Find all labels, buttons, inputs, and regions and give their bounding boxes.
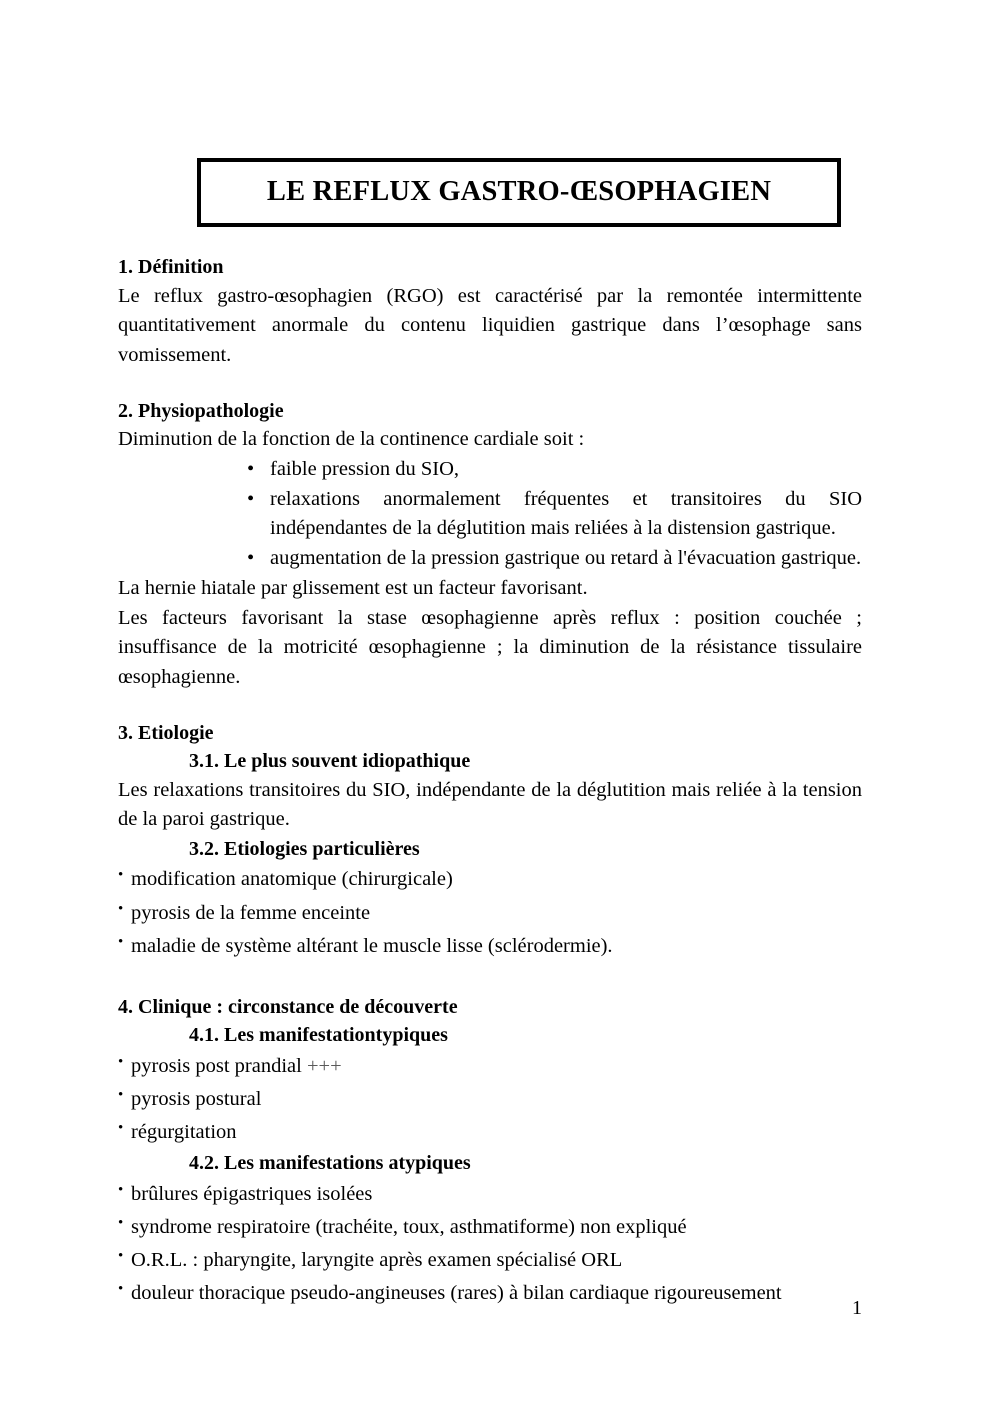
list-item — [118, 863, 862, 896]
list-item-label: douleur thoracique pseudo-angineuses (rares) à bilan cardiaque rigoureusement — [131, 1282, 782, 1305]
page-number: 1 — [852, 1297, 862, 1319]
bullet-round-icon: • — [247, 458, 255, 480]
list-item — [247, 455, 862, 485]
list-item-label: relaxations anormalement fréquentes et transitoires du SIO indépendantes de la déglutition mais reliées à la distension gastrique. — [270, 487, 862, 540]
heading-physiopathologie: 2. Physiopathologie — [118, 399, 284, 422]
paragraph-etiologie-idiopathique: Les relaxations transitoires du SIO, indépendante de la déglutition mais reliée à la tension de la paroi gastrique. — [118, 778, 862, 831]
list-item — [118, 1083, 862, 1116]
list-item-label: brûlures épigastriques isolées — [131, 1182, 373, 1205]
page-title: LE REFLUX GASTRO-ŒSOPHAGIEN — [266, 176, 772, 207]
bullet-round-icon: • — [118, 1053, 124, 1070]
bullet-round-icon: • — [118, 900, 124, 917]
heading-clinique-4-2: 4.2. Les manifestations atypiques — [189, 1152, 471, 1175]
list-item — [118, 897, 862, 930]
spacer — [118, 371, 862, 397]
list-item-label: maladie de système altérant le muscle lisse (sclérodermie). — [131, 934, 613, 957]
bullet-round-icon: • — [118, 1281, 124, 1298]
list-item-label: pyrosis post prandial — [131, 1054, 307, 1077]
emphasis-marker: +++ — [306, 1054, 342, 1077]
list-item-label: régurgitation — [131, 1121, 237, 1144]
bullet-round-icon: • — [247, 547, 255, 570]
list-item — [247, 485, 862, 544]
etiologies-particulieres-list — [118, 863, 862, 963]
bullet-round-icon: • — [118, 933, 124, 950]
heading-etiologie: 3. Etiologie — [118, 721, 214, 744]
list-item-label: modification anatomique (chirurgicale) — [131, 868, 453, 891]
paragraph-physiopathologie-intro: Diminution de la fonction de la continence cardiale soit : — [118, 428, 585, 451]
list-item — [118, 1050, 862, 1083]
list-item — [118, 1211, 862, 1244]
list-item — [118, 1244, 862, 1277]
list-item — [118, 1178, 862, 1211]
heading-definition: 1. Définition — [118, 256, 224, 279]
list-item-label: pyrosis de la femme enceinte — [131, 901, 371, 924]
spacer — [118, 227, 862, 253]
manifestations-atypiques-list — [118, 1178, 862, 1311]
heading-clinique-4-1: 4.1. Les manifestationtypiques — [189, 1024, 448, 1047]
heading-clinique: 4. Clinique : circonstance de découverte — [118, 995, 458, 1018]
spacer — [118, 693, 862, 719]
document-content — [118, 0, 862, 1311]
list-item-label: faible pression du SIO, — [270, 458, 460, 480]
list-item — [247, 544, 862, 574]
list-item-label: pyrosis postural — [131, 1087, 262, 1110]
list-item-label: O.R.L. : pharyngite, laryngite après examen spécialisé ORL — [131, 1249, 623, 1272]
list-item-label: syndrome respiratoire (trachéite, toux, asthmatiforme) non expliqué — [131, 1215, 687, 1238]
bullet-round-icon: • — [118, 1086, 124, 1103]
paragraph-hernie-hiatale: La hernie hiatale par glissement est un facteur favorisant. — [118, 576, 588, 599]
spacer — [118, 963, 862, 993]
manifestations-typiques-list — [118, 1050, 862, 1150]
bullet-round-icon: • — [118, 1214, 124, 1231]
heading-etiologie-3-1: 3.1. Le plus souvent idiopathique — [189, 750, 471, 773]
list-item — [118, 1116, 862, 1149]
paragraph-facteurs-favorisants: Les facteurs favorisant la stase œsophagienne après reflux : position couchée ; insuffisance de la motricité œsophagienne ; la diminution de la résistance tissulaire œsophagienne. — [118, 606, 862, 689]
list-item-label: augmentation de la pression gastrique ou retard à l'évacuation gastrique. — [270, 547, 862, 570]
physiopathologie-bullet-list — [118, 455, 862, 574]
list-item — [118, 930, 862, 963]
bullet-round-icon: • — [118, 1181, 124, 1198]
heading-etiologie-3-2: 3.2. Etiologies particulières — [189, 837, 420, 860]
bullet-round-icon: • — [118, 867, 124, 884]
paragraph-definition: Le reflux gastro-œsophagien (RGO) est caractérisé par la remontée intermittente quantitativement anormale du contenu liquidien gastrique dans l’œsophage sans vomissement. — [118, 284, 862, 367]
bullet-round-icon: • — [118, 1248, 124, 1265]
bullet-round-icon: • — [118, 1120, 124, 1137]
document-title-box — [197, 158, 841, 227]
bullet-round-icon: • — [247, 487, 255, 510]
